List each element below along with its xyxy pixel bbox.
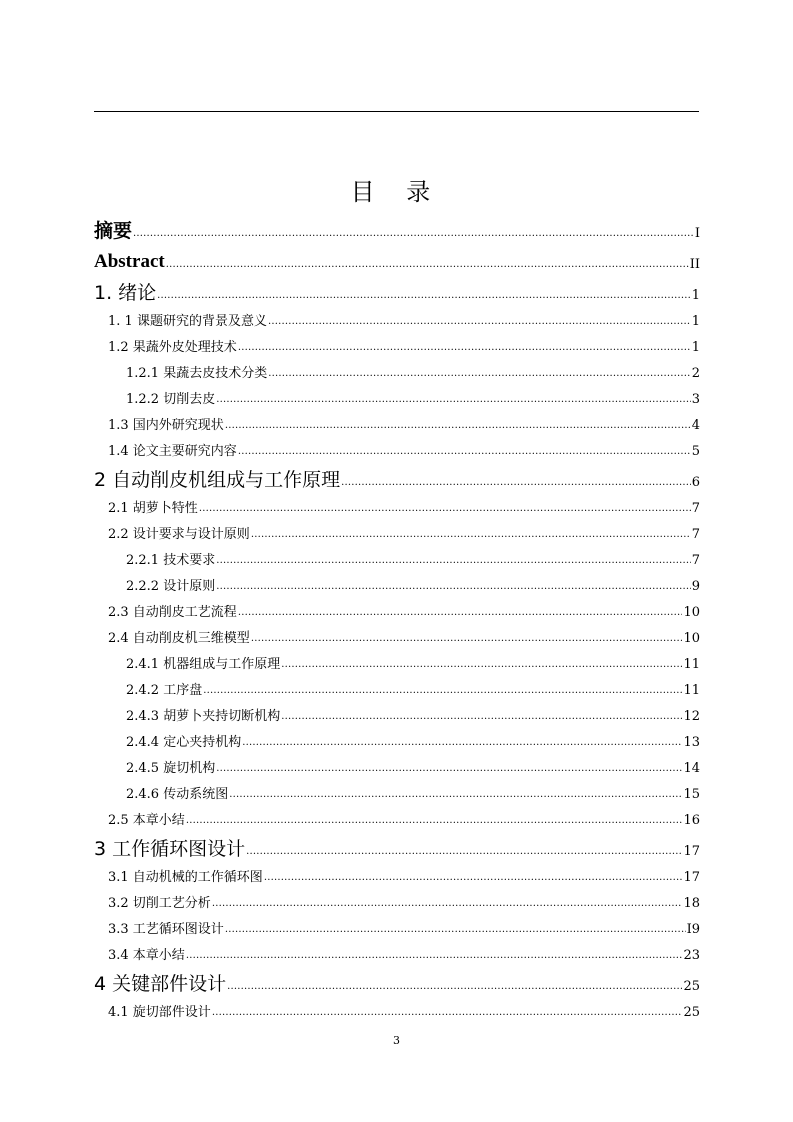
toc-entry-page: 2: [691, 366, 700, 381]
toc-entry-label: Abstract: [94, 251, 165, 272]
toc-entry-page: 1: [691, 340, 700, 355]
toc-entry-label: 2.4.6 传动系统图: [126, 787, 229, 802]
toc-entry-2-4-6[interactable]: [94, 779, 700, 805]
toc-entry-label: 2 自动削皮机组成与工作原理: [94, 469, 341, 491]
toc-entry-page: 25: [683, 979, 700, 994]
toc-entry-2-4[interactable]: [94, 623, 700, 649]
toc-entry-3-3[interactable]: [94, 914, 700, 940]
dot-leader: [166, 258, 689, 275]
dot-leader: [227, 980, 682, 997]
toc-entry-label: 4 关键部件设计: [94, 973, 227, 995]
toc-entry-page: II: [689, 257, 700, 272]
toc-entry-label: 1. 1 课题研究的背景及意义: [108, 314, 267, 329]
toc-entry-3-1[interactable]: [94, 862, 700, 888]
toc-entry-2-4-1[interactable]: [94, 649, 700, 675]
toc-entry-page: 15: [683, 787, 700, 802]
toc-entry-label: 3.2 切削工艺分析: [108, 896, 211, 911]
toc-entry-page: 1: [691, 288, 700, 303]
toc-entry-2-2-2[interactable]: [94, 571, 700, 597]
toc-entry-2-4-2[interactable]: [94, 675, 700, 701]
toc-entry-label: 2.1 胡萝卜特性: [108, 501, 198, 516]
toc-entry-abstract-en[interactable]: [94, 244, 700, 275]
toc-entry-label: 1.2.1 果蔬去皮技术分类: [126, 366, 268, 381]
toc-entry-label: 2.4 自动削皮机三维模型: [108, 631, 250, 646]
toc-entry-label: 3.4 本章小结: [108, 948, 185, 963]
toc-entry-3-2[interactable]: [94, 888, 700, 914]
dot-leader: [246, 845, 682, 862]
toc-entry-2-1[interactable]: [94, 493, 700, 519]
toc-entry-1-1[interactable]: [94, 306, 700, 332]
toc-entry-page: 7: [691, 553, 700, 568]
toc-entry-label: 2.4.1 机器组成与工作原理: [126, 657, 281, 672]
toc-entry-label: 4.1 旋切部件设计: [108, 1005, 211, 1020]
toc-entry-2-4-4[interactable]: [94, 727, 700, 753]
dot-leader: [238, 445, 691, 462]
dot-leader: [268, 367, 691, 384]
toc-entry-2-2[interactable]: [94, 519, 700, 545]
toc-entry-1-2-2[interactable]: [94, 384, 700, 410]
toc-entry-label: 2.2.1 技术要求: [126, 553, 216, 568]
toc-entry-label: 1.2 果蔬外皮处理技术: [108, 340, 237, 355]
dot-leader: [216, 554, 691, 571]
toc-entry-page: 25: [683, 1005, 700, 1020]
toc-entry-page: 7: [691, 501, 700, 516]
toc-entry-page: I: [694, 226, 700, 241]
dot-leader: [212, 897, 683, 914]
page-number: 3: [393, 1034, 400, 1047]
toc-entry-page: 17: [683, 844, 700, 859]
dot-leader: [199, 502, 691, 519]
dot-leader: [216, 393, 691, 410]
dot-leader: [341, 476, 691, 493]
toc-entry-label: 2.2 设计要求与设计原则: [108, 527, 250, 542]
dot-leader: [225, 923, 686, 940]
dot-leader: [216, 762, 682, 779]
toc-entry-label: 1.4 论文主要研究内容: [108, 444, 237, 459]
toc-entry-chapter-1[interactable]: [94, 275, 700, 306]
toc-entry-1-2-1[interactable]: [94, 358, 700, 384]
dot-leader: [264, 871, 683, 888]
dot-leader: [281, 710, 682, 727]
toc-entry-label: 2.4.5 旋切机构: [126, 761, 216, 776]
toc-entry-page: 13: [683, 735, 700, 750]
dot-leader: [133, 227, 694, 244]
toc-entry-label: 摘要: [94, 220, 133, 242]
dot-leader: [157, 289, 691, 306]
toc-entry-2-3[interactable]: [94, 597, 700, 623]
toc-entry-1-4[interactable]: [94, 436, 700, 462]
toc-entry-chapter-4[interactable]: [94, 966, 700, 997]
dot-leader: [225, 419, 691, 436]
toc-entry-page: I9: [686, 922, 700, 937]
toc-entry-page: 7: [691, 527, 700, 542]
toc-entry-page: 5: [691, 444, 700, 459]
toc-entry-page: 11: [683, 683, 700, 698]
toc-entry-label: 2.2.2 设计原则: [126, 579, 216, 594]
dot-leader: [212, 1006, 683, 1023]
dot-leader: [242, 736, 682, 753]
dot-leader: [268, 315, 691, 332]
table-of-contents: [94, 213, 700, 1023]
toc-entry-1-3[interactable]: [94, 410, 700, 436]
toc-entry-page: 10: [683, 605, 700, 620]
toc-entry-page: 16: [683, 813, 700, 828]
toc-entry-page: 17: [683, 870, 700, 885]
toc-entry-label: 1. 绪论: [94, 282, 157, 304]
toc-entry-2-5[interactable]: [94, 805, 700, 831]
dot-leader: [216, 580, 691, 597]
toc-entry-label: 3 工作循环图设计: [94, 838, 246, 860]
toc-entry-label: 2.4.3 胡萝卜夹持切断机构: [126, 709, 281, 724]
toc-entry-1-2[interactable]: [94, 332, 700, 358]
toc-entry-3-4[interactable]: [94, 940, 700, 966]
toc-entry-abstract-cn[interactable]: [94, 213, 700, 244]
toc-entry-4-1[interactable]: [94, 997, 700, 1023]
dot-leader: [251, 632, 683, 649]
toc-entry-page: 4: [691, 418, 700, 433]
toc-entry-page: 14: [683, 761, 700, 776]
toc-entry-page: 3: [691, 392, 700, 407]
dot-leader: [238, 341, 691, 358]
toc-entry-chapter-3[interactable]: [94, 831, 700, 862]
dot-leader: [251, 528, 691, 545]
dot-leader: [229, 788, 682, 805]
toc-entry-page: 10: [683, 631, 700, 646]
toc-entry-label: 3.1 自动机械的工作循环图: [108, 870, 263, 885]
toc-entry-label: 2.4.2 工序盘: [126, 683, 203, 698]
toc-entry-page: 6: [691, 475, 700, 490]
toc-entry-label: 2.5 本章小结: [108, 813, 185, 828]
toc-entry-chapter-2[interactable]: [94, 462, 700, 493]
header-rule: [94, 111, 699, 112]
toc-entry-page: 11: [683, 657, 700, 672]
toc-entry-2-4-3[interactable]: [94, 701, 700, 727]
dot-leader: [281, 658, 682, 675]
toc-entry-2-4-5[interactable]: [94, 753, 700, 779]
toc-entry-label: 2.4.4 定心夹持机构: [126, 735, 242, 750]
dot-leader: [203, 684, 682, 701]
dot-leader: [238, 606, 683, 623]
toc-entry-page: 9: [691, 579, 700, 594]
toc-entry-page: 23: [683, 948, 700, 963]
toc-entry-label: 3.3 工艺循环图设计: [108, 922, 224, 937]
toc-entry-page: 1: [691, 314, 700, 329]
toc-entry-label: 2.3 自动削皮工艺流程: [108, 605, 237, 620]
toc-entry-2-2-1[interactable]: [94, 545, 700, 571]
toc-entry-page: 12: [683, 709, 700, 724]
dot-leader: [186, 814, 683, 831]
toc-entry-page: 18: [683, 896, 700, 911]
toc-entry-label: 1.3 国内外研究现状: [108, 418, 224, 433]
toc-entry-label: 1.2.2 切削去皮: [126, 392, 216, 407]
dot-leader: [186, 949, 683, 966]
toc-title: 目 录: [350, 178, 443, 206]
